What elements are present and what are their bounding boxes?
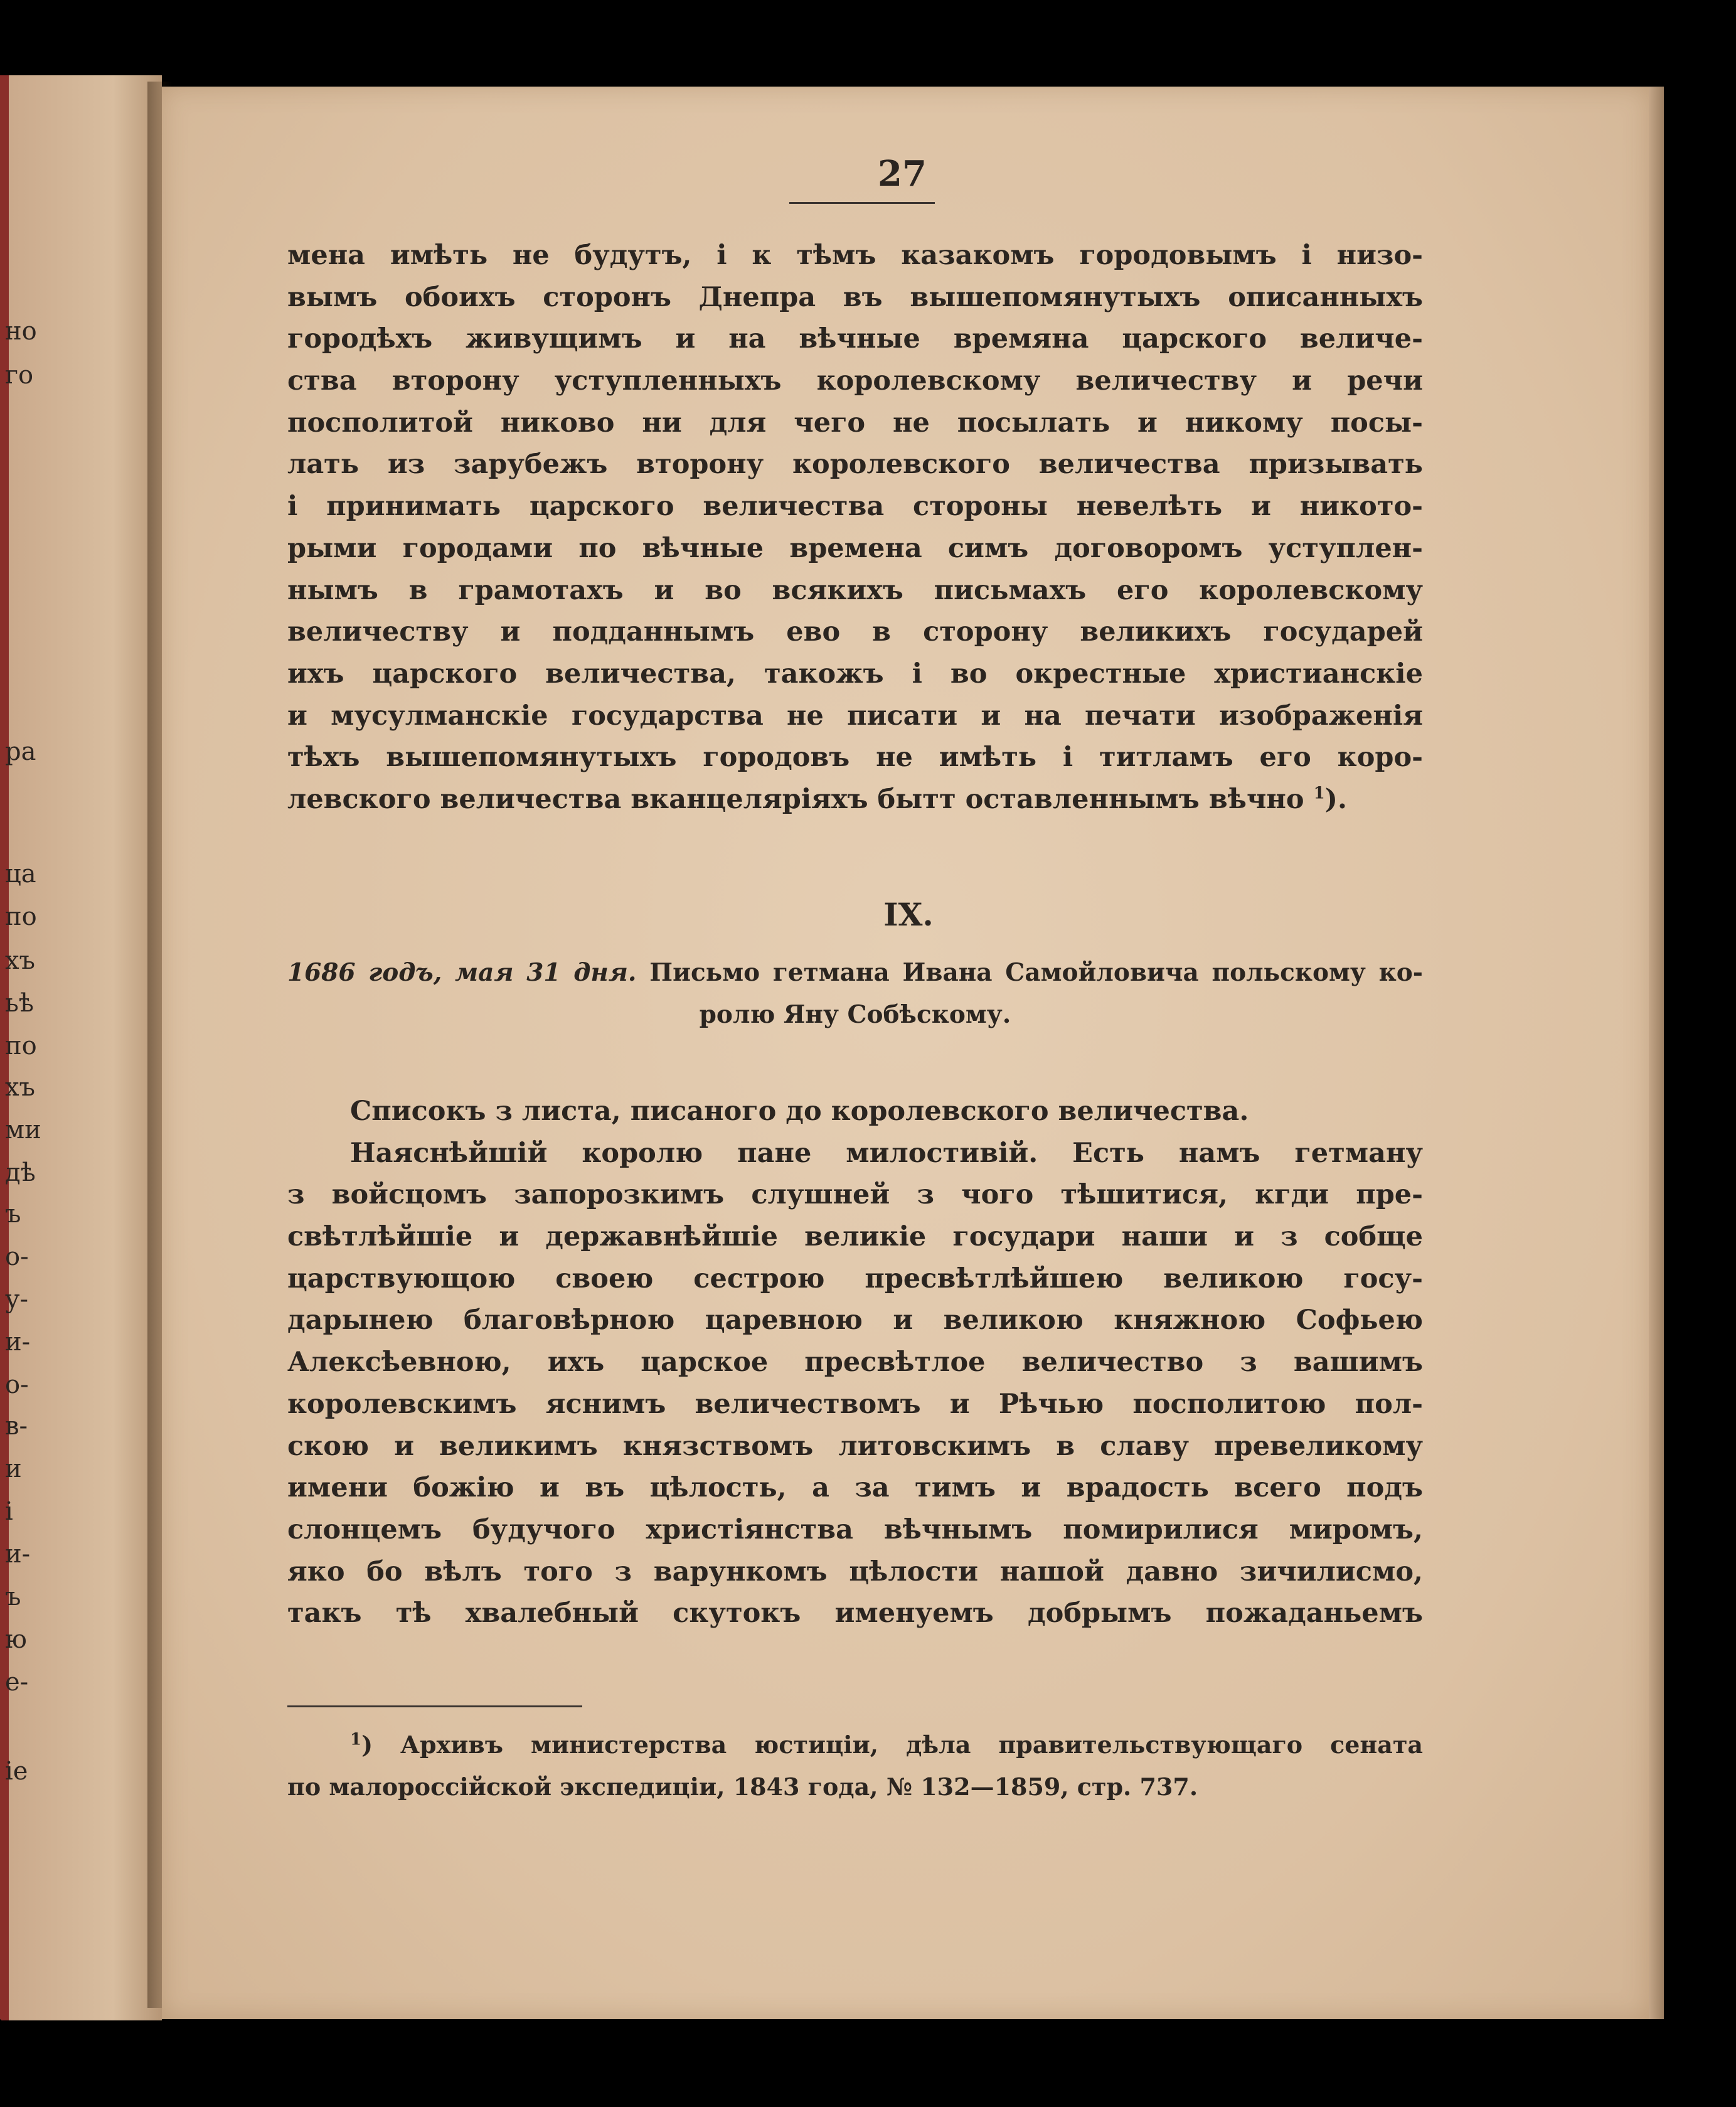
heading-date: 1686 годъ, мая 31 дня. [287,958,637,987]
text-line: слонцемъ будучого христіянства вѣчнымъ помирилися миромъ, [287,1513,1423,1545]
facing-fragment: о- [5,1370,29,1399]
text-line: мена имѣть не будутъ, і к тѣмъ казакомъ городовымъ і низо- [287,240,1423,271]
facing-fragment: и [5,1454,22,1483]
page-edge [1649,87,1664,2019]
text-line: и мусулманскіе государства не писати и на печати изображенія [287,700,1423,732]
footnote [287,1726,1423,1809]
letter-subtitle: Списокъ з листа, писаного до королевского величества. [350,1096,1249,1127]
facing-fragment: о- [5,1242,29,1271]
text-line: скою и великимъ князствомъ литовскимъ в славу превеликому [287,1430,1423,1462]
facing-fragment: хъ [5,946,36,975]
text-line: королевскимъ яснимъ величествомъ и Рѣчью посполитою пол- [287,1388,1423,1420]
text-line: тѣхъ вышепомянутыхъ городовъ не имѣть і титламъ его коро- [287,742,1423,774]
facing-fragment: ю [5,1625,27,1654]
text-line: з войсцомъ запорозкимъ слушней з чого тѣшитися, кгди пре- [287,1179,1423,1211]
text-line: і принимать царского величества стороны невелѣть и никото- [287,491,1423,523]
text-line: величеству и подданнымъ ево в сторону великихъ государей [287,616,1423,648]
section-number: IX. [883,896,934,933]
text-line: свѣтлѣйшіе и державнѣйшіе великіе государи наши и з собще [287,1221,1423,1253]
top-paragraph [287,235,1423,821]
page-number: 27 [878,153,927,195]
book-page [162,87,1649,2019]
text-line: вымъ обоихъ сторонъ Днепра въ вышепомянутыхъ описанныхъ [287,281,1423,313]
facing-fragment: ъ [5,1200,21,1229]
facing-fragment: ми [5,1116,41,1144]
facing-fragment: и- [5,1540,31,1569]
letter-text [287,1091,1423,1635]
facing-fragment: по [5,1032,37,1060]
facing-fragment: і [5,1497,13,1526]
text-line: царствующою своею сестрою пресвѣтлѣйшею великою госу- [287,1262,1423,1294]
facing-fragment: го [5,361,34,390]
facing-fragment: іе [5,1757,28,1786]
facing-fragment: и- [5,1328,31,1357]
facing-fragment: ьѣ [5,989,34,1018]
text-line-content: левского величества вканцеляріяхъ бытт оставленнымъ вѣчно [287,783,1304,815]
facing-page [0,75,162,2020]
facing-fragment: ъ [5,1582,21,1611]
text-line: городѣхъ живущимъ и на вѣчные времяна царского величе- [287,323,1423,355]
text-line: нымъ в грамотахъ и во всякихъ письмахъ его королевскому [287,574,1423,606]
text-line: рыми городами по вѣчные времена симъ договоромъ уступлен- [287,532,1423,564]
facing-fragment: е- [5,1668,29,1697]
facing-fragment: ца [5,860,36,888]
facing-fragment: у- [5,1285,29,1314]
text-line: ства второну уступленныхъ королевскому величеству и речи [287,365,1423,397]
text-line-last [287,779,1423,821]
footnote-line: по малороссійской экспедиціи, 1843 года, № 132—1859, стр. 737. [287,1772,1198,1801]
footnote-line [287,1726,1423,1768]
text-line: дарынею благовѣрною царевною и великою княжною Софьею [287,1304,1423,1336]
paragraph-end-punct: ). [1324,783,1347,815]
text-line: Наяснѣйшій королю пане милостивій. Есть намъ гетману [350,1137,1423,1169]
footnote-marker: 1 [1313,784,1325,803]
footnote-rule [287,1705,582,1707]
footnote-text: ) Архивъ министерства юстиціи, дѣла правительствующаго сената [361,1731,1423,1759]
text-line: такъ тѣ хвалебный скутокъ именуемъ добрымъ пожаданьемъ [287,1598,1423,1630]
text-line: имени божію и въ цѣлость, а за тимъ и врадость всего подъ [287,1472,1423,1504]
footnote-number: 1 [350,1730,362,1749]
document-heading [287,952,1423,1036]
facing-fragment: хъ [5,1073,36,1102]
facing-fragment: ра [5,737,36,766]
heading-line [287,952,1423,995]
text-line: посполитой никово ни для чего не посылать и никому посы- [287,407,1423,439]
text-line: ихъ царского величества, такожъ і во окрестные христианскіе [287,658,1423,690]
heading-line: ролю Яну Собѣскому. [699,1000,1011,1029]
facing-fragment: по [5,902,37,931]
text-line: Алексѣевною, ихъ царское пресвѣтлое величество з вашимъ [287,1347,1423,1379]
heading-title: Письмо гетмана Ивана Самойловича польскому ко- [649,958,1423,987]
facing-fragment: но [5,317,37,346]
text-line: лать из зарубежъ второну королевского величества призывать [287,449,1423,481]
page-number-rule [789,202,935,204]
facing-fragment: дѣ [5,1158,36,1187]
text-line: яко бо вѣлъ того з варункомъ цѣлости нашой давно зичилисмо, [287,1555,1423,1587]
facing-fragment: в- [5,1412,28,1441]
